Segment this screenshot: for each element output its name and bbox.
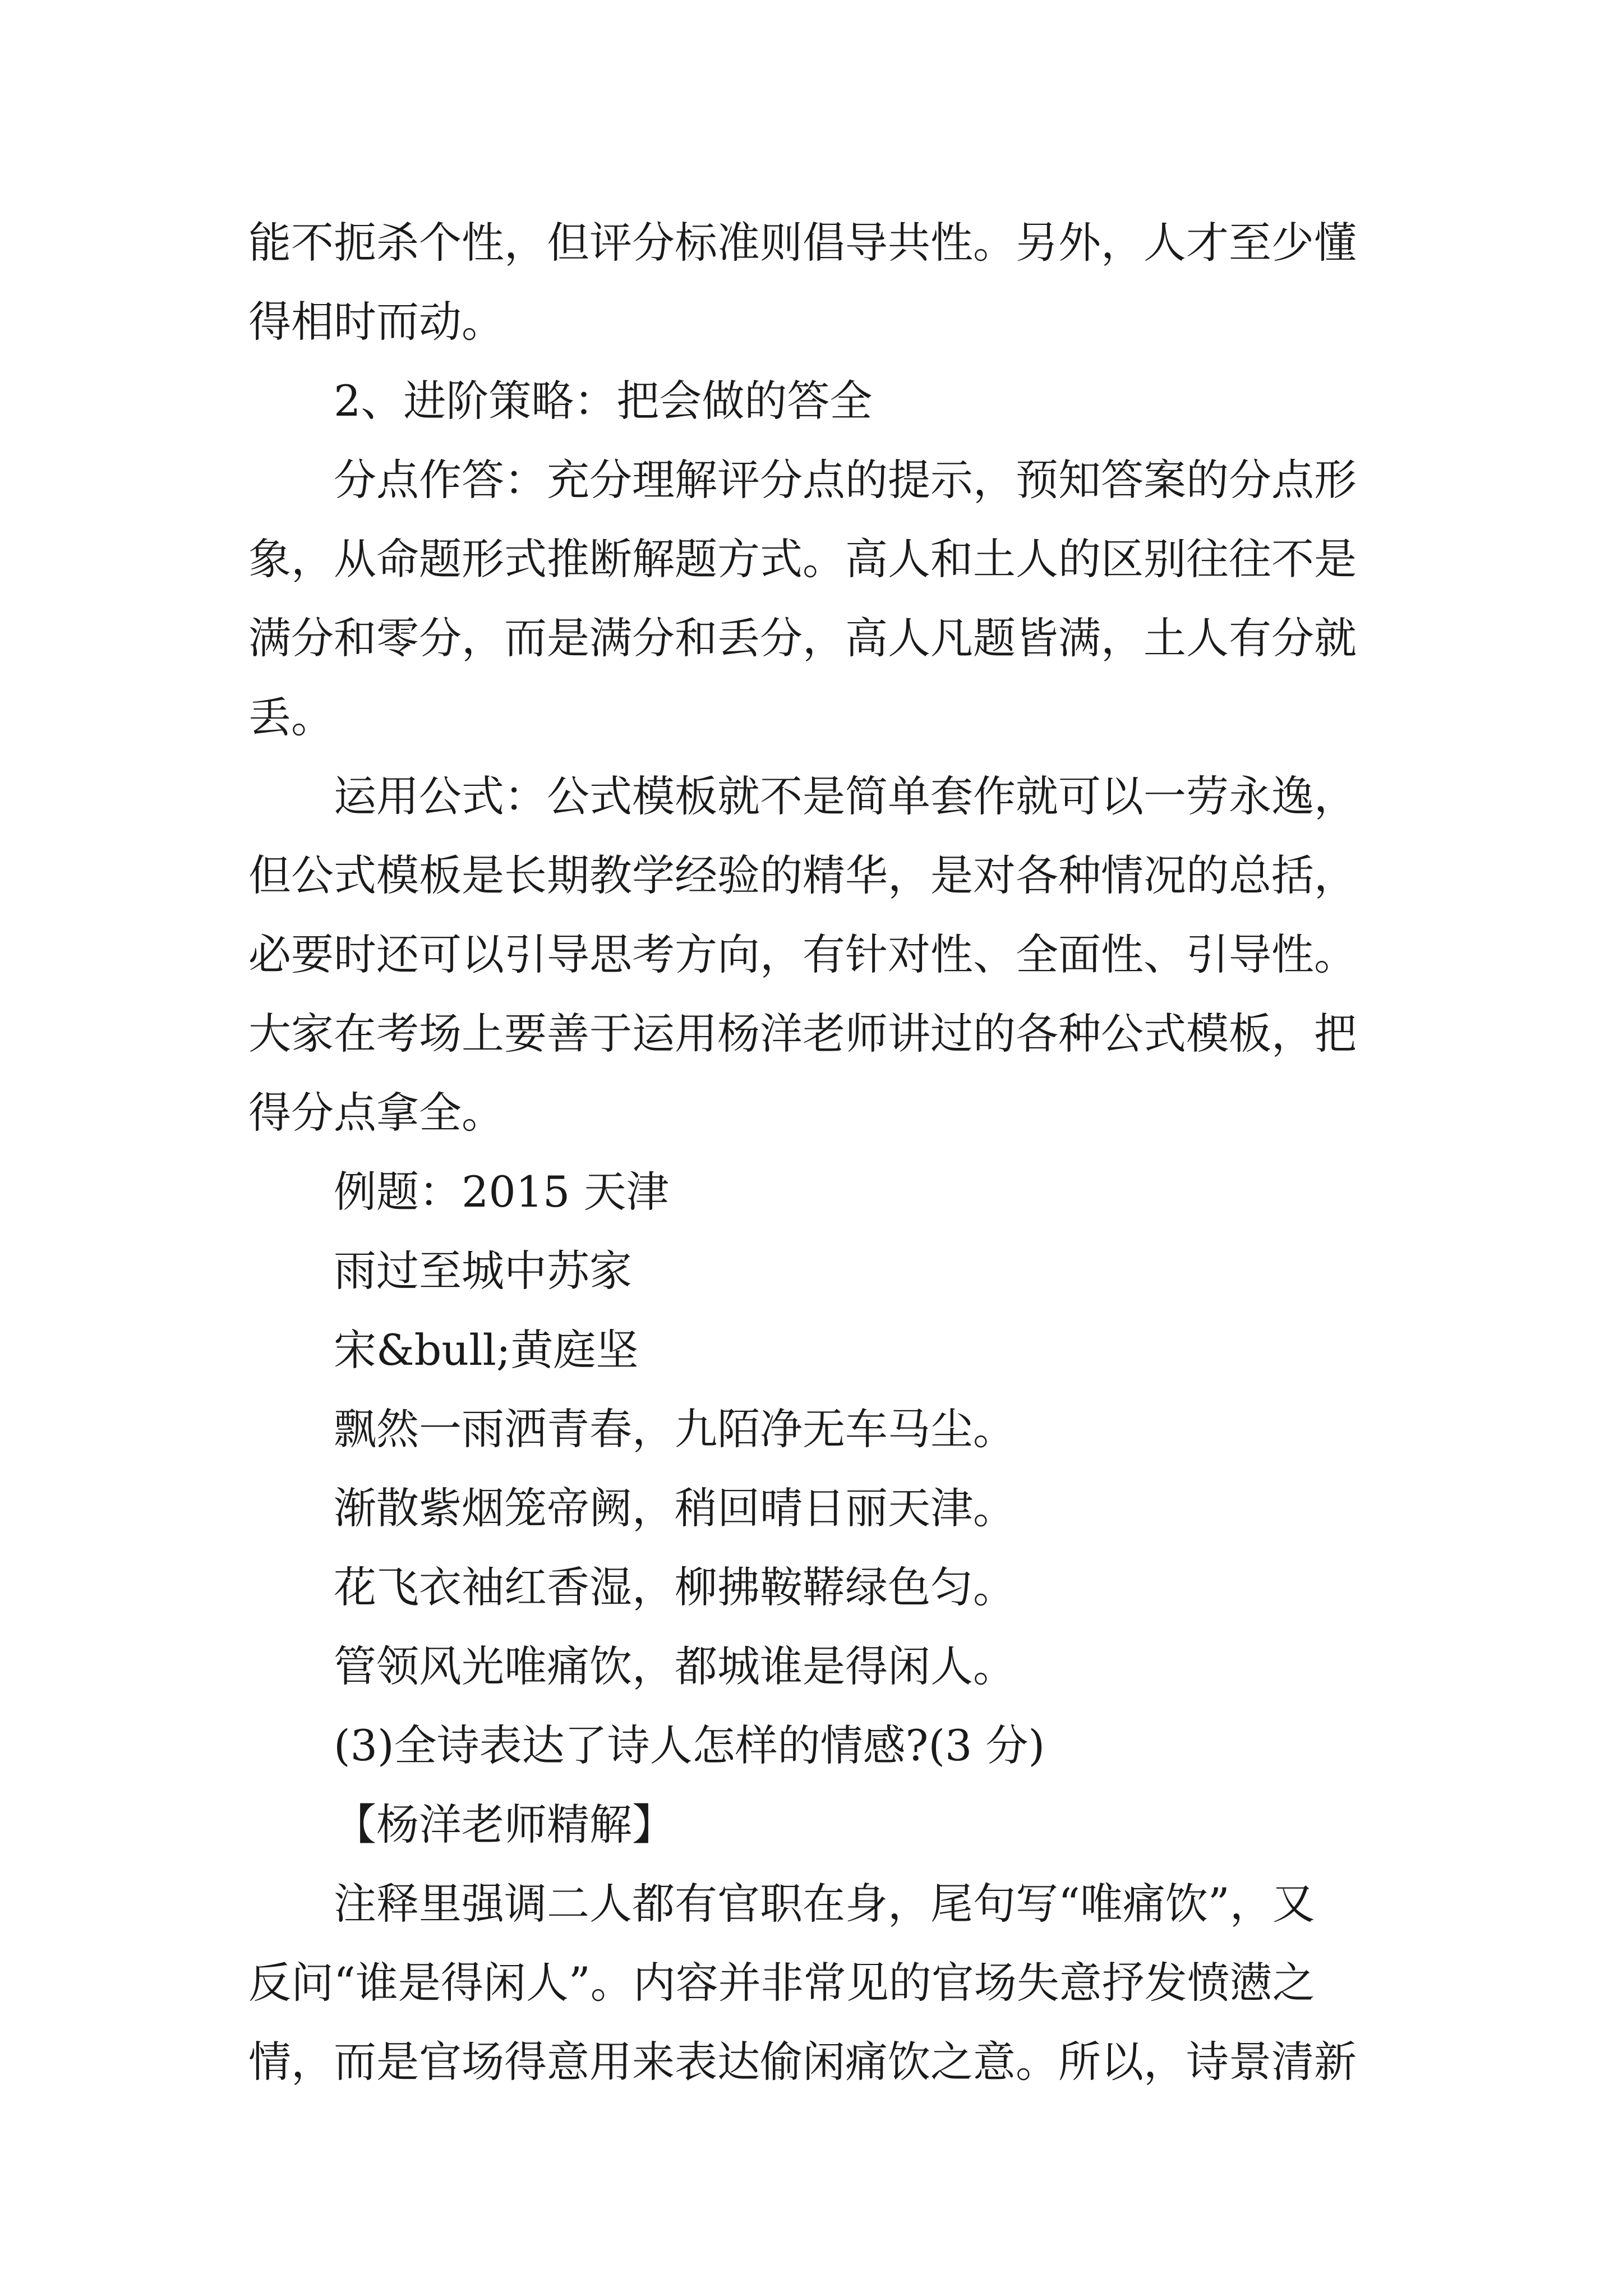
body-text-line: 运用公式：公式模板就不是简单套作就可以一劳永逸， xyxy=(334,771,1357,821)
question-text: (3)全诗表达了诗人怎样的情感?(3 分) xyxy=(334,1720,1045,1770)
body-text-line: 大家在考场上要善于运用杨洋老师讲过的各种公式模板，把 xyxy=(248,1009,1357,1059)
body-text-line: 反问“谁是得闲人”。内容并非常见的官场失意抒发愤懑之 xyxy=(248,1958,1315,2008)
poem-line: 管领风光唯痛饮，都城谁是得闲人。 xyxy=(334,1641,1016,1691)
poem-line: 花飞衣袖红香湿，柳拂鞍鞯绿色匀。 xyxy=(334,1562,1016,1612)
explanation-heading: 【杨洋老师精解】 xyxy=(334,1800,675,1849)
body-text-line: 能不扼杀个性，但评分标准则倡导共性。另外，人才至少懂 xyxy=(248,218,1357,268)
body-text-line: 丢。 xyxy=(248,692,334,742)
poem-author: 宋&bull;黄庭坚 xyxy=(334,1325,639,1375)
body-text-line: 得分点拿全。 xyxy=(248,1088,504,1138)
body-text-line: 注释里强调二人都有官职在身，尾句写“唯痛饮”，又 xyxy=(334,1879,1315,1929)
section-heading: 2、进阶策略：把会做的答全 xyxy=(334,376,873,426)
body-text-line: 但公式模板是长期教学经验的精华，是对各种情况的总括， xyxy=(248,850,1357,900)
body-text-line: 情，而是官场得意用来表达偷闲痛饮之意。所以，诗景清新 xyxy=(248,2037,1357,2087)
body-text-line: 分点作答：充分理解评分点的提示，预知答案的分点形 xyxy=(334,455,1357,505)
poem-line: 渐散紫烟笼帝阙，稍回晴日丽天津。 xyxy=(334,1483,1016,1533)
body-text-line: 满分和零分，而是满分和丢分，高人凡题皆满，土人有分就 xyxy=(248,613,1357,663)
poem-title: 雨过至城中苏家 xyxy=(334,1246,632,1296)
body-text-line: 必要时还可以引导思考方向，有针对性、全面性、引导性。 xyxy=(248,930,1357,979)
example-label: 例题：2015 天津 xyxy=(334,1167,669,1217)
body-text-line: 得相时而动。 xyxy=(248,297,504,347)
poem-line: 飘然一雨洒青春，九陌净无车马尘。 xyxy=(334,1404,1016,1454)
body-text-line: 象，从命题形式推断解题方式。高人和土人的区别往往不是 xyxy=(248,534,1357,584)
